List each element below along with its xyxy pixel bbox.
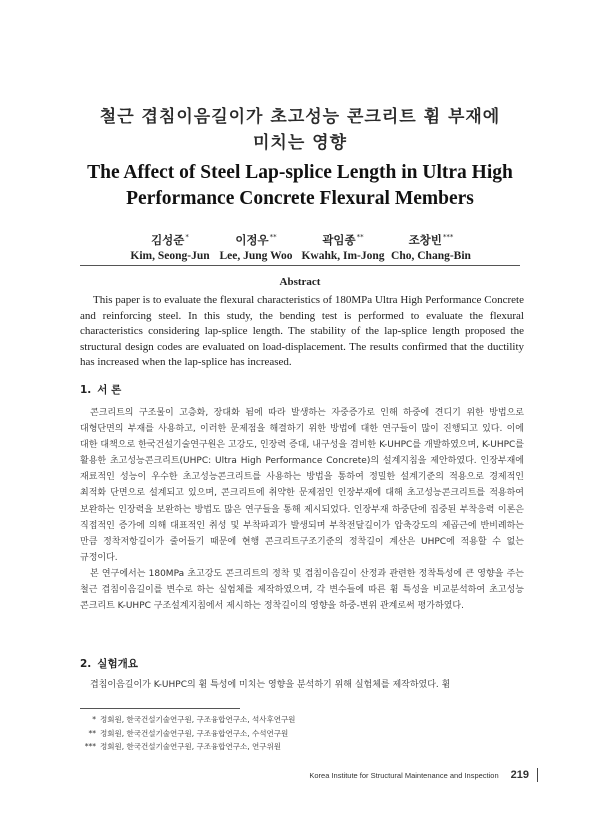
author-name-ko: 조창빈	[408, 232, 442, 247]
affiliation-mark: **	[356, 233, 364, 241]
footnote	[80, 713, 520, 727]
english-title-line-1: The Affect of Steel Lap-splice Length in Ultra High	[87, 162, 513, 183]
section-2-heading	[80, 656, 138, 671]
author-name-en: Lee, Jung Woo	[219, 249, 293, 262]
footnote	[80, 727, 520, 741]
footnote-mark: *	[92, 715, 96, 724]
abstract-body: This paper is to evaluate the flexural characteristics of 180MPa Ultra High Performance Concrete and reinforcing steel. In this study, the bending test is performed to evaluate the flexural characteristics considering lap-splice length. The stability of the lap-splice length proposed the structural design codes are evaluated on load-displacement. The results confirmed that the ductility has increased when the lap-splice has increased.	[80, 294, 524, 369]
footnote-text: 정회원, 한국건설기술연구원, 구조융합연구소, 수석연구원	[100, 728, 289, 738]
header-divider	[80, 265, 520, 266]
author-name-en: Kwahk, Im-Jong	[301, 249, 385, 262]
footnote-text: 정회원, 한국건설기술연구원, 구조융합연구소, 석사후연구원	[100, 715, 296, 724]
affiliation-mark: **	[269, 233, 277, 241]
korean-title-line-2: 미치는 영향	[252, 133, 348, 153]
english-title-line-2: Performance Concrete Flexural Members	[126, 188, 474, 209]
author-name-ko: 이정우	[235, 232, 269, 247]
footnote-divider	[80, 708, 240, 709]
footnotes	[80, 713, 520, 754]
intro-paragraph-1: 콘크리트의 구조물이 고층화, 장대화 됨에 따라 발생하는 자중증가로 인해 하중에 견디기 위한 방법으로 대형단면의 부재를 사용하고, 이러한 문제점을 해결하기 위한 방법에 대한 연구들이 많이 진행되고 있다. 이에 대한 대책으로 한국건설기술연구원은 고강도, 인장력 증대, 내구성을 겸비한 K-UHPC를 개발하였으며, K-UHPC를 활용한 초고성능콘크리트(UHPC: Ultra High Performance Concrete)의 설계지침을 제안하였다. 인장부재에 재료적인 성능이 우수한 초고성능콘크리트를 사용하는 방법을 통하여 정밀한 설계기준의 적용으로 경제적인 최적화 단면으로 설계되고 있으며, 콘크리트에 취약한 문제점인 인장부재에 대해 초고성능콘크리트를 적용하여 보완하는 인장력을 보완하는 방법도 많은 연구들을 통해 제시되었다. 인장부재 하중단에 집중된 부착응력 이론은 직접적인 증가에 의해 대표적인 취성 및 부착파괴가 발생되며 부착전달길이가 압축강도의 제곱근에 반비례하는 만큼 정착저항길이가 줄어들기 때문에 현행 콘크리트구조기준의 정착길이 계산은 UHPC에 적용할 수 없는 규정이다.	[80, 408, 524, 563]
korean-title-line-1: 철근 겹침이음길이가 초고성능 콘크리트 휨 부재에	[99, 107, 501, 127]
affiliation-mark: *	[185, 233, 189, 241]
affiliation-mark: ***	[442, 233, 454, 241]
section-title: 실험개요	[97, 658, 138, 670]
footnote-mark: **	[88, 728, 96, 738]
section-1-heading	[80, 382, 121, 397]
footnote-text: 정회원, 한국건설기술연구원, 구조융합연구소, 연구위원	[100, 742, 281, 751]
section-number: 2.	[80, 658, 92, 670]
author-4	[371, 230, 491, 265]
intro-paragraph-2: 본 연구에서는 180MPa 초고강도 콘크리트의 정착 및 겹침이음길이 산정과 관련한 정착특성에 큰 영향을 주는 철근 겹침이음길이를 변수로 하는 실험체를 제작하였으며, 각 변수들에 따른 휨 특성을 비교분석하여 초고성능 콘크리트 K-UHPC 구조설계지침에서 제시하는 정착길이의 영향을 하중-변위 관계로써 평가하였다.	[80, 569, 524, 612]
footnote-mark: ***	[84, 742, 96, 751]
abstract-heading: Abstract	[279, 276, 321, 288]
author-name-ko: 김성준	[151, 232, 185, 247]
section-title: 서 론	[97, 384, 122, 396]
publisher-name: Korea Institute for Structural Maintenance and Inspection	[309, 770, 499, 780]
author-name-en: Cho, Chang-Bin	[391, 249, 471, 262]
footer-divider	[537, 768, 538, 782]
author-name-en: Kim, Seong-Jun	[130, 249, 210, 262]
page-number: 219	[510, 769, 529, 781]
experiment-paragraph-1: 겹침이음길이가 K-UHPC의 휨 특성에 미치는 영향을 분석하기 위해 실험체를 제작하였다. 휨	[90, 680, 451, 690]
page-footer	[309, 768, 538, 782]
footnote	[80, 740, 520, 754]
section-number: 1.	[80, 384, 92, 396]
author-name-ko: 곽임종	[322, 232, 356, 247]
